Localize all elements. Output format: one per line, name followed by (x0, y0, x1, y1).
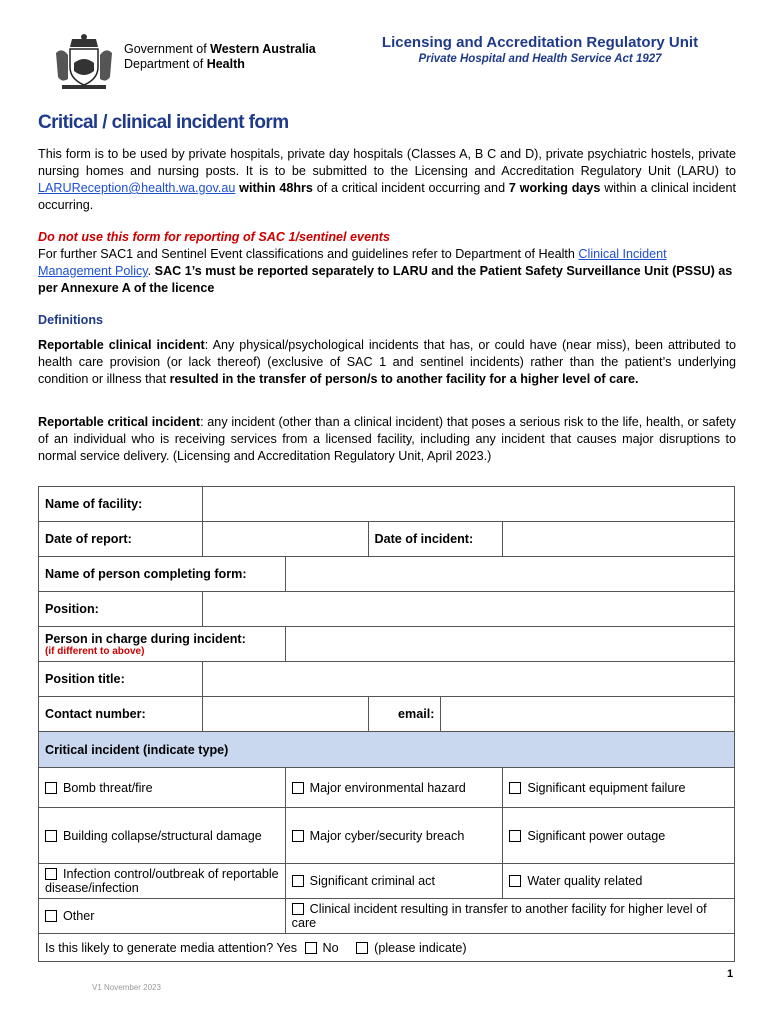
version-label: V1 November 2023 (92, 983, 161, 992)
incident-form-table (38, 486, 735, 962)
intro-text-3: within a clinical incident occurring. (38, 181, 736, 212)
intro-bold-48hrs: within 48hrs (235, 181, 313, 195)
type-power-label: Significant power outage (527, 828, 666, 843)
facility-field[interactable] (202, 487, 734, 522)
date-report-field[interactable] (202, 522, 368, 557)
warning-text-1: For further SAC1 and Sentinel Event classifications and guidelines refer to Department of Health (38, 247, 579, 261)
email-field[interactable] (441, 697, 735, 732)
media-yes-checkbox[interactable] (305, 942, 317, 954)
checkbox[interactable] (45, 868, 57, 880)
contact-field[interactable] (202, 697, 368, 732)
date-incident-label: Date of incident: (368, 522, 503, 557)
type-cyber-label: Major cyber/security breach (309, 828, 465, 843)
laru-email-link[interactable]: LARUReception@health.wa.gov.au (38, 181, 236, 195)
type-equip[interactable] (503, 768, 735, 808)
media-no-checkbox[interactable] (356, 942, 368, 954)
checkbox[interactable] (509, 782, 521, 794)
govt-wordmark (124, 42, 316, 72)
type-power[interactable] (503, 808, 735, 864)
govt-line2-bold: Health (206, 57, 245, 71)
definitions-heading: Definitions (38, 313, 104, 327)
type-collapse-label: Building collapse/structural damage (63, 828, 262, 843)
type-clinical[interactable] (285, 899, 734, 934)
sac1-warning: Do not use this form for reporting of SAC 1/sentinel events (38, 230, 390, 244)
type-criminal[interactable] (285, 864, 503, 899)
email-label: email: (368, 697, 441, 732)
in-charge-label: Person in charge during incident: (45, 631, 246, 646)
critical-text: : any incident (other than a clinical incident) that poses a serious risk to the life, health, or safety of an individual who is receiving services from a licensed facility, including any incident that causes major disruptions to normal service delivery. (Licensing and Accreditation Regulatory Unit, April 2023.) (38, 415, 736, 463)
type-criminal-label: Significant criminal act (309, 874, 435, 888)
type-infection-label: Infection control/outbreak of reportable disease/infection (45, 867, 279, 895)
critical-label: Reportable critical incident (38, 415, 201, 429)
type-other-label: Other (63, 909, 95, 923)
govt-line2-prefix: Department of (124, 57, 207, 71)
wa-government-crest (52, 33, 116, 91)
date-incident-field[interactable] (503, 522, 735, 557)
position-field[interactable] (202, 592, 734, 627)
contact-label: Contact number: (39, 697, 203, 732)
type-other[interactable] (39, 899, 286, 934)
type-cyber[interactable] (285, 808, 503, 864)
type-equip-label: Significant equipment failure (527, 780, 686, 795)
type-env[interactable] (285, 768, 503, 808)
unit-subtitle: Private Hospital and Health Service Act 1927 (418, 53, 662, 65)
intro-bold-7days: 7 working days (508, 181, 601, 195)
page-number: 1 (727, 968, 734, 980)
media-no-label: No (322, 940, 339, 955)
in-charge-field[interactable] (285, 627, 734, 662)
warning-paragraph (38, 229, 736, 297)
type-bomb-label: Bomb threat/fire (63, 780, 153, 795)
position-label: Position: (39, 592, 203, 627)
checkbox[interactable] (45, 910, 57, 922)
type-bomb[interactable] (39, 768, 286, 808)
intro-text-1: This form is to be used by private hospitals, private day hospitals (Classes A, B C and D), private psychiatric hostels, private nursing homes and nursing posts. It is to be submitted to the Licensing and Accreditation Regulatory Unit (LARU) to (38, 147, 736, 178)
person-field[interactable] (285, 557, 734, 592)
position-title-label: Position title: (39, 662, 203, 697)
warning-text-2: . (147, 264, 155, 278)
checkbox[interactable] (509, 875, 521, 887)
form-title: Critical / clinical incident form (38, 112, 289, 133)
warning-bold: SAC 1’s must be reported separately to LARU and the Patient Safety Surveillance Unit (PSSU) as per Annexure A of the licence (38, 264, 733, 295)
media-attention-row (39, 934, 735, 962)
media-indicate-label: (please indicate) (374, 940, 467, 955)
in-charge-sublabel: (if different to above) (45, 645, 145, 657)
clinical-text: : Any physical/psychological incidents that has, or could have (near miss), been attributed to health care provision (or lack thereof) (exclusive of SAC 1 and sentinel incidents) rather than the patient’s underlying condition or illness that (38, 338, 736, 386)
checkbox[interactable] (292, 782, 304, 794)
checkbox[interactable] (292, 903, 304, 915)
critical-definition (38, 414, 736, 465)
type-infection[interactable] (39, 864, 286, 899)
checkbox[interactable] (292, 875, 304, 887)
critical-type-header: Critical incident (indicate type) (39, 732, 735, 768)
unit-title: Licensing and Accreditation Regulatory Unit (381, 34, 699, 51)
clinical-definition (38, 337, 736, 388)
intro-text-2: of a critical incident occurring and (312, 181, 509, 195)
policy-link[interactable]: Clinical Incident Management Policy (38, 247, 667, 278)
in-charge-cell (39, 627, 286, 662)
checkbox[interactable] (45, 782, 57, 794)
checkbox[interactable] (292, 830, 304, 842)
media-question: Is this likely to generate media attention? Yes (45, 940, 298, 955)
checkbox[interactable] (45, 830, 57, 842)
clinical-bold: resulted in the transfer of person/s to another facility for a higher level of care. (169, 372, 639, 386)
person-label: Name of person completing form: (39, 557, 286, 592)
type-water-label: Water quality related (527, 874, 643, 888)
type-clinical-label: Clinical incident resulting in transfer to another facility for higher level of care (291, 902, 707, 930)
intro-paragraph (38, 146, 736, 214)
checkbox[interactable] (509, 830, 521, 842)
facility-label: Name of facility: (39, 487, 203, 522)
govt-line1-bold: Western Australia (210, 42, 316, 56)
type-water[interactable] (503, 864, 735, 899)
type-env-label: Major environmental hazard (309, 780, 466, 795)
date-report-label: Date of report: (39, 522, 203, 557)
govt-line1-prefix: Government of (124, 42, 211, 56)
type-collapse[interactable] (39, 808, 286, 864)
position-title-field[interactable] (202, 662, 734, 697)
clinical-label: Reportable clinical incident (38, 338, 205, 352)
